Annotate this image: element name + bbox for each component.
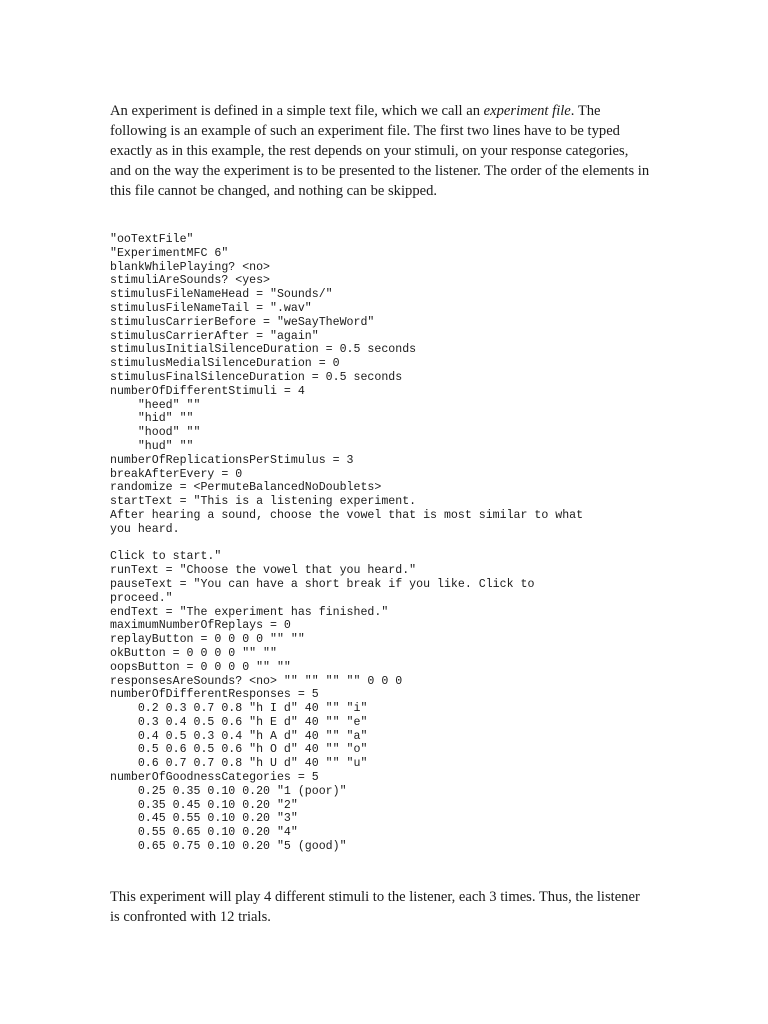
- code-line: numberOfDifferentResponses = 5: [110, 688, 319, 702]
- code-line: 0.25 0.35 0.10 0.20 "1 (poor)": [110, 784, 347, 798]
- code-line: pauseText = "You can have a short break if you like. Click to: [110, 577, 535, 591]
- code-line: stimulusFinalSilenceDuration = 0.5 seconds: [110, 370, 403, 384]
- code-line: randomize = <PermuteBalancedNoDoublets>: [110, 481, 382, 495]
- intro-text-start: An experiment is defined in a simple text file, which we call an: [110, 103, 484, 119]
- intro-text-rest: . The following is an example of such an experiment file. The first two lines have to be typed exactly as in this example, the rest depends on your stimuli, on your response categories, and on the way the experiment is to be presented to the listener. The order of the elements in this file cannot be changed, and nothing can be skipped.: [110, 103, 650, 199]
- code-line: "ExperimentMFC 6": [110, 246, 229, 260]
- code-line: runText = "Choose the vowel that you heard.": [110, 564, 417, 578]
- code-line: [110, 537, 670, 551]
- code-line: stimulusCarrierAfter = "again": [110, 329, 319, 343]
- code-line: blankWhilePlaying? <no>: [110, 260, 271, 274]
- outro-paragraph: This experiment will play 4 different stimuli to the listener, each 3 times. Thus, the listener is confronted with 12 trials.: [110, 889, 640, 925]
- code-line: 0.5 0.6 0.5 0.6 "h O d" 40 "" "o": [110, 743, 368, 757]
- code-line: breakAfterEvery = 0: [110, 467, 243, 481]
- code-line: stimulusInitialSilenceDuration = 0.5 seconds: [110, 343, 417, 357]
- code-line: startText = "This is a listening experiment.: [110, 495, 417, 509]
- code-line: "hood" "": [110, 426, 201, 440]
- code-line: stimulusMedialSilenceDuration = 0: [110, 357, 340, 371]
- code-line: proceed.": [110, 591, 173, 605]
- intro-paragraph: [110, 101, 650, 201]
- code-line: 0.6 0.7 0.7 0.8 "h U d" 40 "" "u": [110, 757, 368, 771]
- code-line: endText = "The experiment has finished.": [110, 605, 389, 619]
- code-line: 0.3 0.4 0.5 0.6 "h E d" 40 "" "e": [110, 715, 368, 729]
- code-line: replayButton = 0 0 0 0 "" "": [110, 633, 305, 647]
- code-line: "hud" "": [110, 439, 194, 453]
- code-line: "ooTextFile": [110, 233, 194, 246]
- code-line: "hid" "": [110, 412, 194, 426]
- code-line: After hearing a sound, choose the vowel that is most similar to what: [110, 508, 584, 522]
- intro-emphasis: experiment file: [483, 103, 571, 119]
- code-line: numberOfReplicationsPerStimulus = 3: [110, 453, 354, 467]
- code-line: stimuliAreSounds? <yes>: [110, 274, 271, 288]
- code-line: you heard.: [110, 522, 180, 536]
- experiment-file-code: [110, 233, 670, 854]
- code-line: numberOfGoodnessCategories = 5: [110, 771, 319, 785]
- code-line: stimulusFileNameTail = ".wav": [110, 301, 312, 315]
- code-line: Click to start.": [110, 550, 222, 564]
- code-line: 0.4 0.5 0.3 0.4 "h A d" 40 "" "a": [110, 729, 368, 743]
- code-line: 0.45 0.55 0.10 0.20 "3": [110, 812, 298, 826]
- code-line: numberOfDifferentStimuli = 4: [110, 384, 305, 398]
- code-line: 0.2 0.3 0.7 0.8 "h I d" 40 "" "i": [110, 702, 368, 716]
- code-line: responsesAreSounds? <no> "" "" "" "" 0 0 0: [110, 674, 403, 688]
- code-line: stimulusCarrierBefore = "weSayTheWord": [110, 315, 375, 329]
- code-line: 0.65 0.75 0.10 0.20 "5 (good)": [110, 840, 347, 854]
- code-line: okButton = 0 0 0 0 "" "": [110, 646, 277, 660]
- code-line: 0.35 0.45 0.10 0.20 "2": [110, 798, 298, 812]
- code-line: "heed" "": [110, 398, 201, 412]
- code-line: stimulusFileNameHead = "Sounds/": [110, 288, 333, 302]
- code-line: 0.55 0.65 0.10 0.20 "4": [110, 826, 298, 840]
- code-line: maximumNumberOfReplays = 0: [110, 619, 291, 633]
- code-line: oopsButton = 0 0 0 0 "" "": [110, 660, 291, 674]
